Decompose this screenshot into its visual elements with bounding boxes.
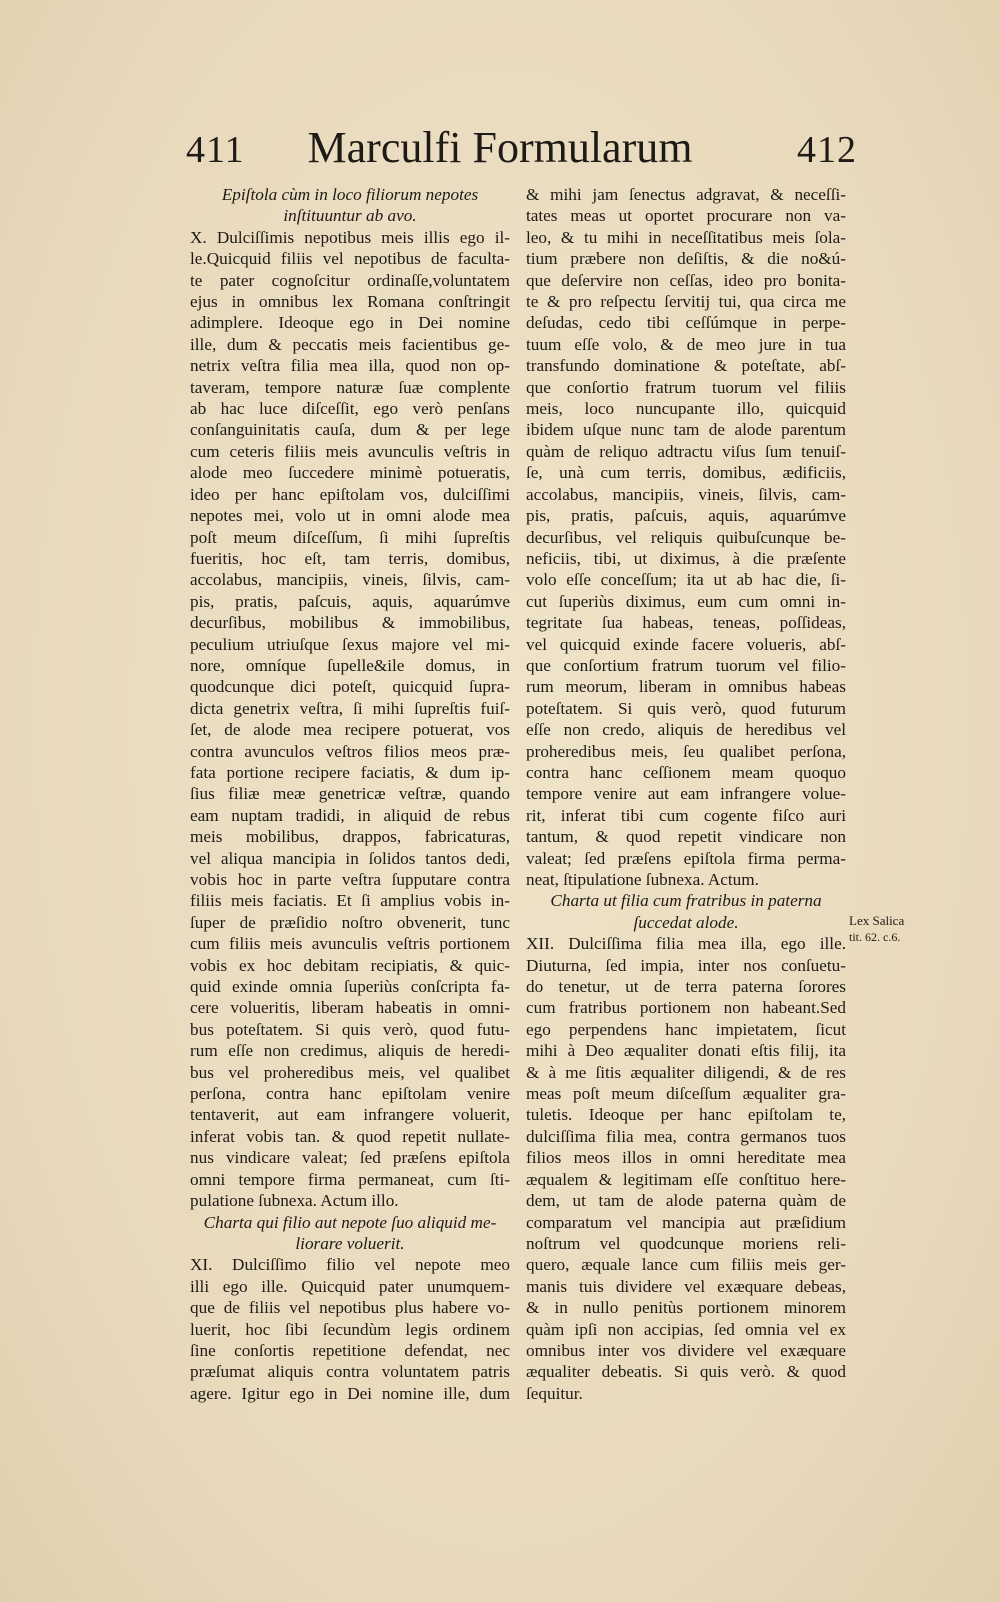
text-line: te & pro reſpectu ſervitij tui, qua circa me xyxy=(526,292,846,312)
text-line: bus poteſtatem. Si quis verò, quod futu- xyxy=(190,1019,510,1039)
text-line: comparatum vel mancipia aut præſidium xyxy=(526,1212,846,1232)
text-line: que conſortium fratrum tuorum vel filio- xyxy=(526,655,846,675)
text-line: decurſibus, vel reliquis quibuſcunque be- xyxy=(526,527,846,547)
text-line: tempore venire aut eam infrangere volue- xyxy=(526,784,846,804)
text-line: mihi à Deo æqualiter donati eſtis filij, ita xyxy=(526,1041,846,1061)
text-line: alode meo ſuccedere minimè potueratis, xyxy=(190,463,510,483)
text-line: pis, pratis, paſcuis, aquis, aquarúmve xyxy=(190,591,510,611)
text-line: rum meorum, liberam in omnibus habeas xyxy=(526,677,846,697)
text-line: cum ceteris filiis meis avunculis veſtris in xyxy=(190,441,510,461)
margin-note-line: Lex Salica xyxy=(849,913,905,928)
text-line: nore, omníque ſupelle&ile domus, in xyxy=(190,655,510,675)
right-text-column xyxy=(526,184,846,1404)
text-line: le.Quicquid filiis vel nepotibus de faculta- xyxy=(190,249,510,269)
text-line: que de filiis vel nepotibus plus habere vo- xyxy=(190,1298,510,1318)
text-line: tegritate ſua habeas, teneas, poſſideas, xyxy=(526,613,846,633)
text-line: tium præbere non deſiſtis, & die no&ú- xyxy=(526,249,846,269)
text-line: meis, loco nuncupante illo, quicquid xyxy=(526,399,846,419)
text-line: ſet, de alode mea recipere potuerat, vos xyxy=(190,720,510,740)
text-line: cere volueritis, liberam habeatis in omni- xyxy=(190,998,510,1018)
text-line: cut ſuperiùs diximus, eum cum omni in- xyxy=(526,591,846,611)
text-line: illi ego ille. Quicquid pater unumquem- xyxy=(190,1276,510,1296)
text-line: cum fratribus portionem non habeant.Sed xyxy=(526,998,846,1018)
text-line: dicta genetrix veſtra, ſi mihi ſupreſtis fuiſ- xyxy=(190,698,510,718)
text-line: ſine conſortis repetitione defendat, nec xyxy=(190,1340,510,1360)
text-line: pulatione ſubnexa. Actum illo. xyxy=(190,1191,399,1211)
text-line: contra hanc ceſſionem meam quoquo xyxy=(526,762,846,782)
section-heading: Charta qui filio aut nepote ſuo aliquid me- xyxy=(203,1212,497,1232)
text-line: accolabus, mancipiis, vineis, ſilvis, cam- xyxy=(526,484,846,504)
text-line: X. Dulciſſimis nepotibus meis illis ego il- xyxy=(190,227,510,247)
text-line: filiis meis faciatis. Et ſi amplius vobis in- xyxy=(190,891,510,911)
page-number-left: 411 xyxy=(186,129,245,171)
running-title: Marculfi Formularum xyxy=(307,123,693,172)
text-line: æqualiter debeatis. Si quis verò. & quod xyxy=(526,1362,846,1382)
section-heading: Epiſtola cùm in loco filiorum nepotes xyxy=(221,185,479,204)
text-line: luerit, hoc ſibi ſecundùm legis ordinem xyxy=(190,1319,510,1339)
section-heading: liorare voluerit. xyxy=(295,1233,405,1253)
text-line: omnibus inter vos dividere vel exæquare xyxy=(526,1340,846,1360)
text-line: tuletis. Ideoque per hanc epiſtolam te, xyxy=(526,1105,846,1125)
text-line: fueritis, hoc eſt, tam terris, domibus, xyxy=(190,548,510,568)
page-number-right: 412 xyxy=(797,129,857,171)
text-line: adimplere. Ideoque ego in Dei nomine xyxy=(190,313,510,333)
text-line: filios meos illos in omni hereditate mea xyxy=(526,1148,846,1168)
text-line: ideo per hanc epiſtolam vos, dulciſſimi xyxy=(190,484,510,504)
text-line: ſequitur. xyxy=(526,1383,583,1403)
text-line: vobis ex hoc debitam recipiatis, & quic- xyxy=(190,955,510,975)
text-line: inferat vobis tan. & quod repetit nullate- xyxy=(190,1126,510,1146)
left-text-column xyxy=(190,184,510,1404)
text-line: dem, ut tam de alode paterna quàm de xyxy=(526,1191,846,1211)
section-heading: inſtituuntur ab avo. xyxy=(283,206,417,226)
text-line: transfundo dominatione & poteſtate, abſ- xyxy=(526,356,846,376)
text-line: quodcunque dici poteſt, quicquid ſupra- xyxy=(190,677,510,697)
text-line: ego perpendens hanc impietatem, ſicut xyxy=(526,1019,846,1039)
text-line: vel quicquid exinde facere volueris, abſ- xyxy=(526,634,846,654)
text-line: ille, dum & peccatis meis facientibus ge- xyxy=(190,334,510,354)
text-line: ſe, unà cum terris, domibus, ædificiis, xyxy=(526,463,846,483)
text-line: te pater cognoſcitur ordinaſſe,voluntatem xyxy=(190,270,510,290)
text-line: proheredibus meis, ſeu qualibet perſona, xyxy=(526,741,846,761)
text-line: leo, & tu mihi in neceſſitatibus meis ſola- xyxy=(526,227,846,247)
text-line: accolabus, mancipiis, vineis, ſilvis, cam- xyxy=(190,570,510,590)
text-line: vobis hoc in parte veſtra ſupputare contra xyxy=(190,870,510,889)
section-heading: ſuccedat alode. xyxy=(633,912,739,932)
text-line: ſius filiæ meæ genetricæ veſtræ, quando xyxy=(190,784,510,804)
text-line: volo eſſe conceſſum; ita ut ab hac die, ſi- xyxy=(526,570,846,590)
text-line: & à me ſitis æqualiter diligendi, & de res xyxy=(526,1062,846,1082)
text-line: Diuturna, ſed impia, inter nos conſuetu- xyxy=(526,955,846,975)
text-line: netrix veſtra filia mea illa, quod non op- xyxy=(190,356,510,376)
text-line: ibidem uſque nunc tam de alode parentum xyxy=(526,420,846,440)
text-line: que deſervire non ceſſas, ideo pro bonita- xyxy=(526,270,846,290)
text-line: omni tempore firma permaneat, cum ſti- xyxy=(190,1169,510,1189)
text-line: taveram, tempore naturæ ſuæ complente xyxy=(190,377,510,397)
text-line: nepotes mei, volo ut in omni alode mea xyxy=(190,506,510,526)
text-line: & in nullo penitùs portionem minorem xyxy=(526,1298,846,1318)
text-line: nus vindicare valeat; ſed præſens epiſtola xyxy=(190,1148,510,1168)
text-line: præſumat aliquis contra voluntatem patris xyxy=(190,1362,510,1382)
text-line: XII. Dulciſſima filia mea illa, ego ille. xyxy=(526,934,846,954)
text-line: noſtrum vel quodcunque moriens reli- xyxy=(526,1233,846,1253)
text-line: peculium utriuſque ſexus majore vel mi- xyxy=(190,634,510,654)
text-line: neat, ſtipulatione ſubnexa. Actum. xyxy=(526,870,759,889)
text-line: meis mobilibus, drappos, fabricaturas, xyxy=(190,827,510,847)
section-heading: Charta ut filia cum fratribus in paterna xyxy=(550,891,822,911)
text-line: do tenetur, ut de terra paterna ſorores xyxy=(526,977,846,997)
text-line: vel aliqua mancipia in ſolidos tantos dedi, xyxy=(190,848,510,868)
text-line: decurſibus, mobilibus & immobilibus, xyxy=(190,613,510,633)
text-line: poſt meum diſceſſum, ſi mihi ſupreſtis xyxy=(190,527,510,547)
text-line: quero, æquale lance cum filiis meis ger- xyxy=(526,1255,846,1275)
text-line: ſuper de præſidio noſtro obvenerit, tunc xyxy=(190,912,510,932)
text-line: tates meas ut oportet procurare non va- xyxy=(526,206,846,226)
text-line: perſona, contra hanc epiſtolam venire xyxy=(190,1084,510,1104)
text-line: quid exinde omnia ſuperiùs conſcripta fa- xyxy=(190,977,510,997)
text-line: & mihi jam ſenectus adgravat, & neceſſi- xyxy=(526,185,846,204)
text-line: quàm ipſi non accipias, ſed omnia vel ex xyxy=(526,1319,846,1339)
text-line: ejus in omnibus lex Romana conſtringit xyxy=(190,292,510,312)
text-line: tuum eſſe volo, & de meo jure in tua xyxy=(526,334,846,354)
text-line: conſanguinitatis cauſa, dum & per lege xyxy=(190,420,510,440)
text-line: manis tuis dividere vel exæquare debeas, xyxy=(526,1276,846,1296)
text-line: meas poſt meum diſceſſum æqualiter gra- xyxy=(526,1084,846,1104)
text-line: quàm de reliquo adtractu viſus ſum tenuiſ- xyxy=(526,441,846,461)
margin-note-line: tit. 62. c.6. xyxy=(849,930,901,944)
text-line: deſudas, cedo tibi ceſſúmque in perpe- xyxy=(526,313,846,333)
text-line: contra avunculos veſtros filios meos præ- xyxy=(190,741,510,761)
text-line: tantum, & quod repetit vindicare non xyxy=(526,827,846,847)
text-line: eſſe non credo, aliquis de heredibus vel xyxy=(526,720,846,740)
text-line: eam nuptam tradidi, in aliquid de rebus xyxy=(190,805,510,825)
text-line: bus vel proheredibus meis, vel qualibet xyxy=(190,1062,510,1082)
text-line: ab hac luce diſceſſit, ego verò penſans xyxy=(190,399,510,419)
text-line: rum eſſe non credimus, aliquis de heredi- xyxy=(190,1041,510,1061)
text-line: fata portione recipere faciatis, & dum ip- xyxy=(190,762,510,782)
text-line: poteſtatem. Si quis verò, quod futurum xyxy=(526,698,846,718)
text-line: æqualem & legitimam eſſe conſtituo here- xyxy=(526,1169,846,1189)
text-line: cum filiis meis avunculis veſtris portionem xyxy=(190,934,510,954)
text-line: XI. Dulciſſimo filio vel nepote meo xyxy=(190,1255,510,1275)
text-line: rit, inferat tibi cum cogente fiſco auri xyxy=(526,805,846,825)
text-line: tentaverit, aut eam infrangere voluerit, xyxy=(190,1105,510,1125)
text-line: que conſortio fratrum tuorum vel filiis xyxy=(526,377,846,397)
text-line: dulciſſima filia mea, contra germanos tuos xyxy=(526,1126,846,1146)
text-line: neficiis, tibi, ut diximus, à die præſente xyxy=(526,548,846,568)
margin-note xyxy=(849,913,904,945)
text-line: pis, pratis, paſcuis, aquis, aquarúmve xyxy=(526,506,846,526)
text-line: valeat; ſed præſens epiſtola firma perma- xyxy=(526,848,846,868)
text-line: agere. Igitur ego in Dei nomine ille, dum xyxy=(190,1383,510,1403)
